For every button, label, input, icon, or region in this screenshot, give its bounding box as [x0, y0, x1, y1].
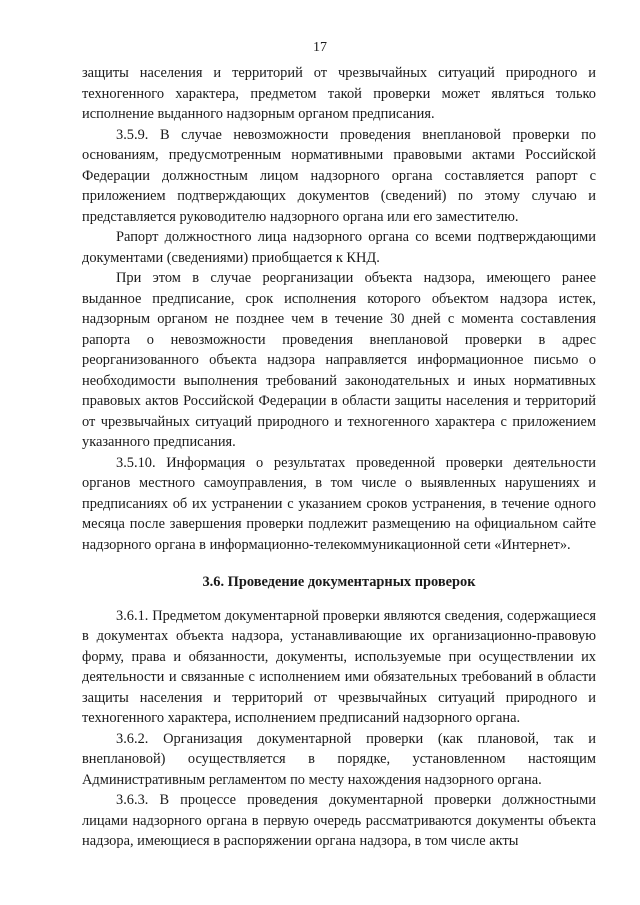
page-number: 17 — [313, 40, 327, 55]
section-heading: 3.6. Проведение документарных проверок — [202, 574, 476, 590]
paragraph-3-5-9: 3.5.9. В случае невозможности проведения внеплановой проверки по основаниям, предусмотренным нормативными правовыми актами Российской Федерации должностным лицом надзорного органа составляется рапорт с приложением подтверждающих документов (сведений) по этому случаю и представляется руководителю надзорного органа или его заместителю. — [82, 126, 596, 225]
document-body — [82, 63, 596, 852]
paragraph-3-6-3: 3.6.3. В процессе проведения документарной проверки должностными лицами надзорного органа в первую очередь рассматриваются документы объекта надзора, имеющиеся в распоряжении органа надзора, в том числе акты — [82, 792, 596, 849]
paragraph-reorganization: При этом в случае реорганизации объекта надзора, имеющего ранее выданное предписание, срок исполнения которого объектом надзора истек, надзорным органом не позднее чем в течение 30 дней с момента составления рапорта о невозможности проведения внеплановой проверки в адрес реорганизованного объекта надзора направляется информационное письмо о необходимости выполнения требований законодательных и иных нормативных правовых актов Российской Федерации в области защиты населения и территорий от чрезвычайных ситуаций природного и техногенного характера с приложением указанного предписания. — [82, 270, 596, 450]
paragraph-3-5-10: 3.5.10. Информация о результатах проведенной проверки деятельности органов местного самоуправления, в том числе о выявленных нарушениях и предписаниях об их устранении с указанием сроков устранения, в течение одного месяца после завершения проверки подлежит размещению на официальном сайте надзорного органа в информационно-телекоммуникационной сети «Интернет». — [82, 454, 596, 553]
paragraph-continuation: защиты населения и территорий от чрезвычайных ситуаций природного и техногенного характера, предметом такой проверки может являться только исполнение выданного надзорным органом предписания. — [82, 65, 596, 122]
paragraph-3-6-1: 3.6.1. Предметом документарной проверки являются сведения, содержащиеся в документах объекта надзора, устанавливающие их организационно-правовую форму, права и обязанности, документы, используемые при осуществлении их деятельности и связанные с исполнением ими обязательных требований в области защиты населения и территорий от чрезвычайных ситуаций природного и техногенного характера, исполнением предписаний надзорного органа. — [82, 607, 596, 726]
paragraph-3-6-2: 3.6.2. Организация документарной проверки (как плановой, так и внеплановой) осуществляется в порядке, установленном настоящим Административным регламентом по месту нахождения надзорного органа. — [82, 730, 596, 788]
paragraph-report: Рапорт должностного лица надзорного органа со всеми подтверждающими документами (сведениями) приобщается к КНД. — [82, 229, 596, 266]
